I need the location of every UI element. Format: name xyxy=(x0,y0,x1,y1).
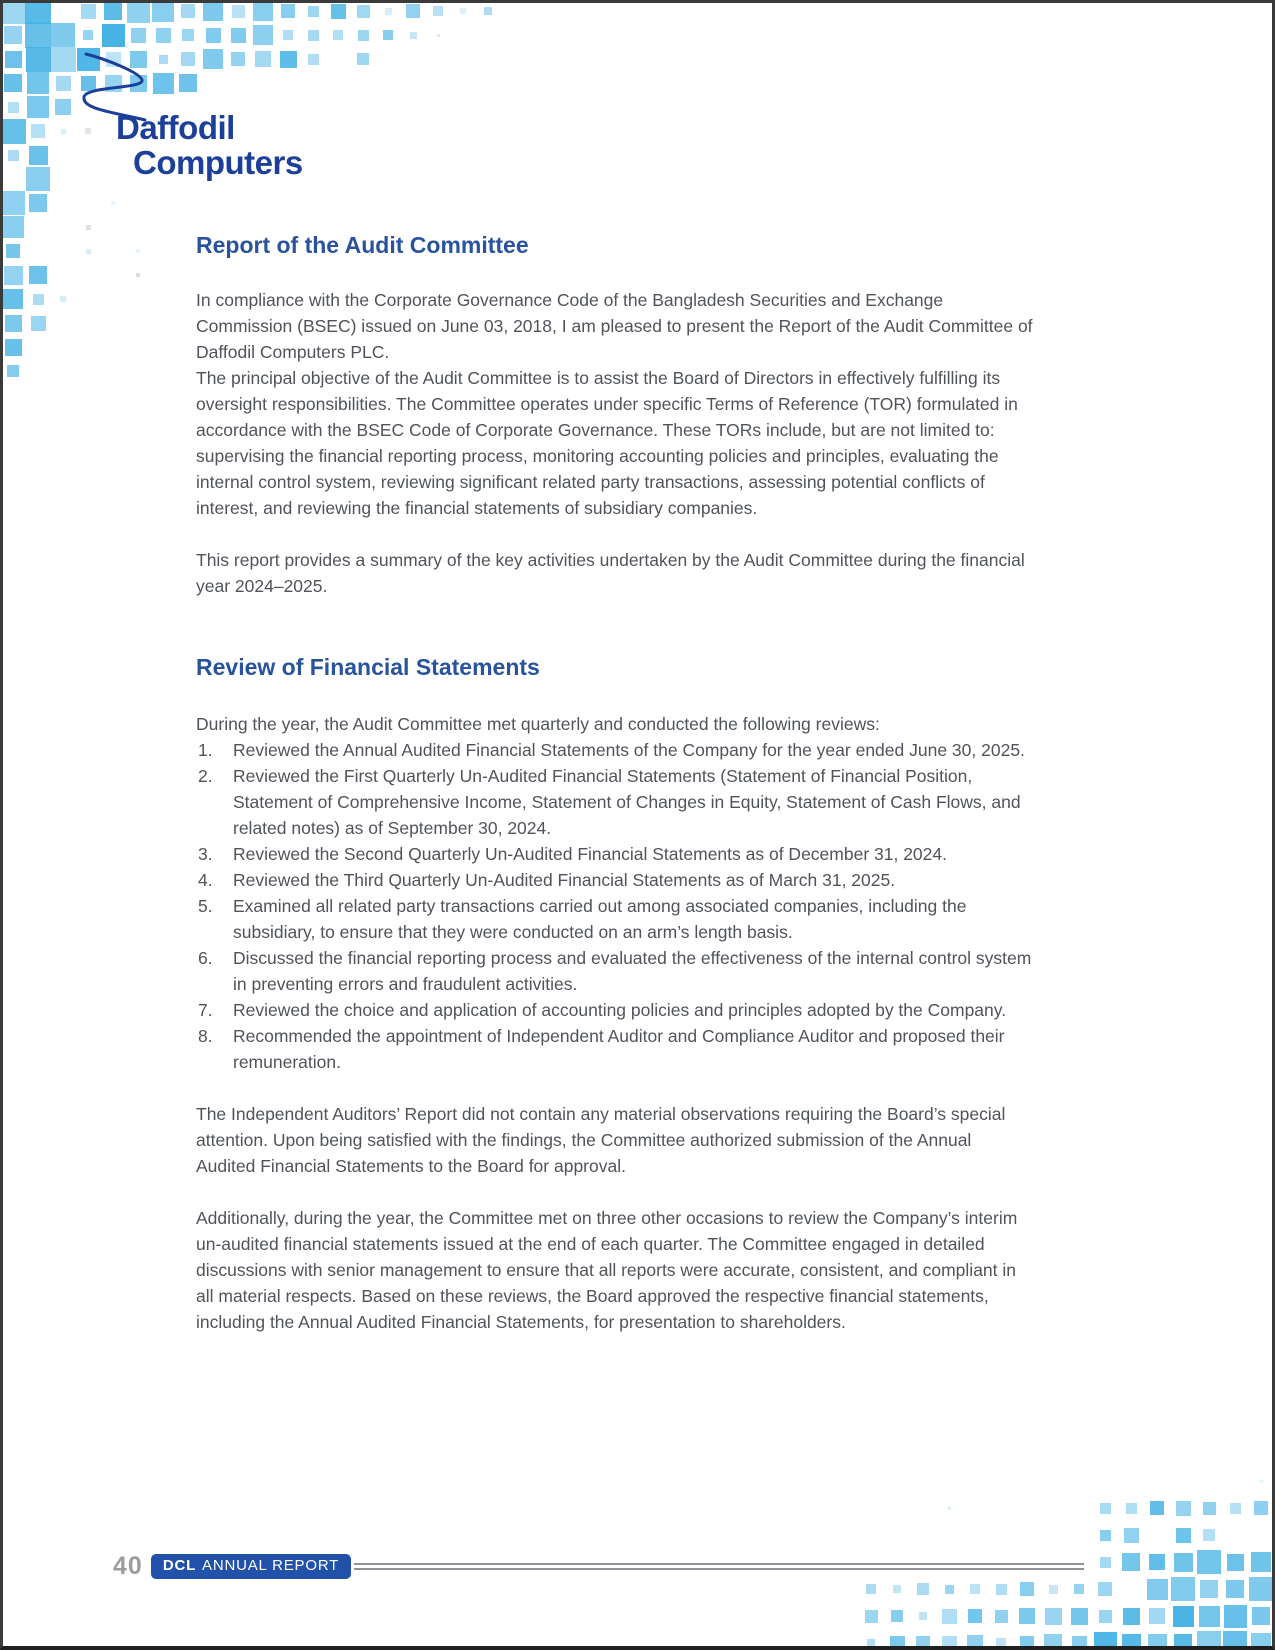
paragraph: This report provides a summary of the key activities undertaken by the Audit Committee during the financial year 2024–2025. xyxy=(196,550,1025,596)
review-list xyxy=(196,737,1034,1075)
badge-dcl-label: DCL xyxy=(162,1557,197,1574)
section-heading-financial-statements: Review of Financial Statements xyxy=(196,654,540,680)
footer-rule xyxy=(354,1563,1084,1570)
logo-line2: Computers xyxy=(133,144,303,181)
paragraph: In compliance with the Corporate Governance Code of the Bangladesh Securities and Exchange Commission (BSEC) issued on June 03, 2018, I am pleased to present the Report of the Audit Committee of Daffodil Computers PLC. xyxy=(196,290,1033,362)
list-item: Reviewed the Second Quarterly Un-Audited Financial Statements as of December 31, 2024. xyxy=(233,844,947,864)
paragraph: The Independent Auditors’ Report did not contain any material observations requiring the Board’s special attention. Upon being satisfied with the findings, the Committee authorized submission of the Annual Audited Financial Statements to the Board for approval. xyxy=(196,1104,1006,1176)
report-body xyxy=(196,231,1034,1335)
daffodil-computers-logo xyxy=(116,111,303,179)
list-item: Reviewed the Annual Audited Financial Statements of the Company for the year ended June 30, 2025. xyxy=(233,740,1025,760)
list-item: Reviewed the First Quarterly Un-Audited Financial Statements (Statement of Financial Position, Statement of Comprehensive Income, Statement of Changes in Equity, Statement of Cash Flows, and related notes) as of September 30, 2024. xyxy=(233,766,1021,838)
annual-report-badge xyxy=(151,1554,351,1579)
list-item: Recommended the appointment of Independent Auditor and Compliance Auditor and proposed their remuneration. xyxy=(233,1026,1005,1072)
page-footer xyxy=(113,1552,1084,1581)
list-intro: During the year, the Audit Committee met quarterly and conducted the following reviews: xyxy=(196,714,880,734)
list-item: Reviewed the Third Quarterly Un-Audited Financial Statements as of March 31, 2025. xyxy=(233,870,896,890)
list-item: Examined all related party transactions carried out among associated companies, including the subsidiary, to ensure that they were conducted on an arm’s length basis. xyxy=(233,896,967,942)
paragraph: The principal objective of the Audit Committee is to assist the Board of Directors in effectively fulfilling its oversight responsibilities. The Committee operates under specific Terms of Reference (TOR) formulated in accordance with the BSEC Code of Corporate Governance. These TORs include, but are not limited to: supervising the financial reporting process, monitoring accounting policies and principles, evaluating the internal control system, reviewing significant related party transactions, assessing potential conflicts of interest, and reviewing the financial statements of subsidiary companies. xyxy=(196,368,1018,518)
list-item: Discussed the financial reporting process and evaluated the effectiveness of the internal control system in preventing errors and fraudulent activities. xyxy=(233,948,1032,994)
logo-line1: Daffodil xyxy=(116,109,235,146)
badge-annual-report-label: ANNUAL REPORT xyxy=(202,1557,340,1574)
paragraph: Additionally, during the year, the Committee met on three other occasions to review the Company’s interim un-audited financial statements issued at the end of each quarter. The Committee engaged in detailed discussions with senior management to ensure that all reports were accurate, consistent, and compliant in all material respects. Based on these reviews, the Board approved the respective financial statements, including the Annual Audited Financial Statements, for presentation to shareholders. xyxy=(196,1208,1018,1332)
list-item: Reviewed the choice and application of accounting policies and principles adopted by the Company. xyxy=(233,1000,1007,1020)
page-number: 40 xyxy=(113,1552,143,1580)
section-heading-audit-committee: Report of the Audit Committee xyxy=(196,232,529,258)
